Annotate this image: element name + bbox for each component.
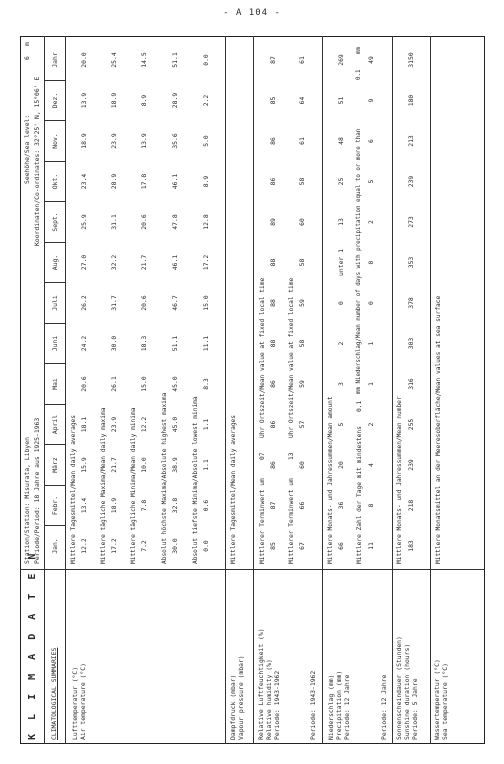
temp-max-cell: 17.2 — [110, 538, 118, 554]
temp-min-cell: 20.6 — [140, 214, 148, 230]
precip-days-cell: 0 — [367, 260, 375, 265]
temp-mean-cell: 25.9 — [80, 214, 88, 230]
temp-min-cell: 15.0 — [140, 376, 148, 392]
humidity-07-cell: 86 — [269, 461, 277, 469]
temp-mean-cell: 20.6 — [80, 376, 88, 392]
temp-mean-cell: 24.2 — [80, 335, 88, 352]
temp-caption-2: Mittlere tägliche Maxima/Mean daily maxima — [100, 407, 107, 564]
temp-mean-cell: 26.2 — [80, 295, 88, 311]
month-header: April — [51, 414, 59, 435]
precip-days-cell: 2 — [367, 422, 375, 427]
month-header: März — [51, 457, 59, 473]
temp-max-cell: 23.9 — [110, 416, 118, 433]
temp-abs-max-cell: 28.9 — [171, 92, 179, 109]
humidity-13-cell: 58 — [298, 177, 306, 186]
temp-abs-min-cell: 0.6 — [202, 499, 210, 512]
humidity-13-cell: 60 — [298, 461, 306, 469]
humidity-13-cell: 59 — [298, 299, 306, 307]
precip-unit-2: mm — [356, 47, 362, 54]
temp-mean-cell: 23.4 — [80, 173, 88, 190]
elevation-unit: m — [23, 42, 31, 46]
pressure-section-rule — [253, 36, 254, 744]
month-header: Jan. — [51, 538, 59, 554]
temp-abs-min-cell: 8.3 — [202, 378, 210, 390]
month-header: Nov. — [51, 133, 59, 149]
humidity-time-07: 07 — [259, 452, 266, 460]
precip-days-cell: 4 — [367, 463, 375, 467]
sunshine-cell: 218 — [407, 499, 415, 512]
month-header: Aug. — [51, 254, 59, 271]
air-temp-label-de: Lufttemperatur (°C) — [71, 666, 79, 740]
temp-mean-cell: 13.4 — [80, 497, 88, 514]
temp-min-cell: 10.0 — [140, 457, 148, 473]
temp-max-cell: 26.1 — [110, 376, 118, 392]
elevation-value: 6 — [23, 56, 31, 60]
temp-min-cell: 7.8 — [140, 499, 148, 512]
temp-abs-min-cell: 15.0 — [202, 295, 210, 311]
temp-abs-min-cell: 2.2 — [202, 94, 210, 107]
sunshine-cell: 255 — [407, 418, 415, 431]
month-divider — [44, 161, 65, 162]
humidity-13-cell: 58 — [298, 258, 306, 267]
temp-mean-cell: 15.9 — [80, 457, 88, 473]
temp-abs-min-cell: 1.1 — [202, 418, 210, 431]
precip-caption-days-b: mm Niederschlag/Mean number of days with precipitation equal to or more than — [356, 128, 362, 394]
temp-abs-min-cell: 11.1 — [202, 335, 210, 352]
temp-caption-3: Mittlere tägliche Minima/Mean daily minima — [130, 407, 137, 564]
month-header: Juni — [51, 335, 59, 352]
humidity-caption-07-b: Uhr Ortszeit/Mean value at fixed local time — [259, 277, 266, 438]
temp-abs-max-cell: 46.1 — [171, 173, 179, 190]
precip-amount-cell: 36 — [337, 501, 345, 510]
month-divider — [44, 202, 65, 203]
sea-temp-label-de: Wassertemperatur (°C) — [433, 659, 441, 740]
humidity-13-cell: 64 — [298, 96, 306, 105]
temp-min-cell: 14.5 — [140, 52, 148, 68]
temp-mean-cell: 18.1 — [80, 416, 88, 433]
precip-period-lower: Periode: 12 Jahre — [380, 674, 388, 740]
precip-caption-days: Mittlere Zahl der Tage mit mindestens — [356, 426, 363, 564]
temp-min-cell: 17.8 — [140, 173, 148, 190]
humidity-time-13: 13 — [288, 452, 295, 460]
sea-caption: Mittlere Monatsmittel an der Meeresoberfläche/Mean values at sea surface — [435, 295, 442, 564]
month-divider — [44, 485, 65, 486]
sunshine-caption: Mittlere Monats- und Jahressummen/Mean number — [396, 396, 403, 564]
humidity-13-cell: 61 — [298, 137, 306, 145]
humidity-07-cell: 85 — [269, 96, 277, 105]
humidity-period: Periode: 1943-1962 — [273, 670, 281, 740]
humidity-13-cell: 67 — [298, 542, 306, 550]
temp-abs-max-cell: 38.9 — [171, 457, 179, 473]
page-number: - A 104 - — [223, 8, 281, 18]
month-divider — [44, 404, 65, 405]
month-divider — [44, 121, 65, 122]
precip-amount-cell: 3 — [337, 382, 345, 386]
humidity-07-cell: 88 — [269, 299, 277, 307]
precip-amount-cell: 5 — [337, 422, 345, 427]
temp-abs-min-cell: 8.9 — [202, 175, 210, 188]
precip-amount-cell: 20 — [337, 461, 345, 469]
humidity-label-en: Relative humidity (%) — [265, 659, 273, 740]
humidity-07-cell: 86 — [269, 380, 277, 388]
precip-section-rule — [392, 36, 393, 744]
precip-label-de: Niederschlag (mm) — [327, 674, 335, 740]
humidity-07-cell: 86 — [269, 420, 277, 429]
precip-amount-cell: 269 — [337, 54, 345, 66]
precip-days-cell: 5 — [367, 179, 375, 184]
month-divider — [44, 445, 65, 446]
humidity-label-de: Relative Luftfeuchtigkeit (%) — [257, 628, 265, 740]
temp-abs-max-cell: 51.1 — [171, 52, 179, 68]
humidity-section-rule — [322, 36, 323, 744]
sunshine-cell: 180 — [407, 94, 415, 107]
humidity-07-cell: 88 — [269, 258, 277, 267]
month-header: Dez. — [51, 92, 59, 109]
precip-amount-cell: unter 1 — [337, 249, 345, 276]
coordinates: Koordinaten/Co-ordinates: 32°25' N, 15°06' E — [33, 76, 41, 246]
precip-caption-amount: Mittlere Monats- und Jahressummen/Mean amount — [327, 396, 334, 564]
temp-mean-cell: 18.9 — [80, 133, 88, 149]
temp-abs-min-cell: 0.0 — [202, 54, 210, 66]
sunshine-cell: 3150 — [407, 52, 415, 68]
month-divider — [44, 526, 65, 527]
humidity-07-cell: 89 — [269, 218, 277, 226]
temp-min-cell: 13.9 — [140, 133, 148, 149]
pressure-caption: Mittlere Tagesmittel/Mean daily averages — [230, 414, 237, 564]
month-header: Okt. — [51, 173, 59, 190]
climate-table — [20, 34, 487, 744]
pressure-label-en: Vapour pressure (mbar) — [237, 655, 245, 740]
temp-max-cell: 32.2 — [110, 254, 118, 271]
temp-caption-5: Absolut tiefste Minima/Absolute lowest minima — [192, 396, 199, 564]
sunshine-cell: 239 — [407, 175, 415, 188]
precip-label-en: Precipitation (mm) — [335, 670, 343, 740]
temp-abs-max-cell: 45.0 — [171, 416, 179, 433]
sea-temp-label-en: Sea temperature (°C) — [441, 663, 449, 740]
month-header: Mai — [51, 378, 59, 390]
sunshine-period: Periode: 5 Jahre — [411, 678, 419, 740]
sunshine-label-en: Sunshine duration (hours) — [403, 643, 411, 740]
temp-min-cell: 21.7 — [140, 254, 148, 271]
temp-mean-cell: 13.9 — [80, 92, 88, 109]
precip-threshold: 0.1 — [356, 400, 363, 412]
humidity-07-cell: 87 — [269, 56, 277, 64]
sunshine-cell: 353 — [407, 256, 415, 269]
precip-period: Periode: 12 Jahre — [343, 674, 351, 740]
sunshine-cell: 303 — [407, 337, 415, 350]
temp-mean-cell: 20.0 — [80, 52, 88, 68]
humidity-13-cell: 61 — [298, 56, 306, 64]
temp-abs-min-cell: 5.0 — [202, 135, 210, 147]
humidity-07-cell: 87 — [269, 501, 277, 510]
sunshine-cell: 378 — [407, 297, 415, 309]
month-divider — [44, 323, 65, 324]
precip-days-cell: 0 — [367, 301, 375, 305]
sunshine-label-de: Sonnenscheindauer (Stunden) — [395, 636, 403, 740]
humidity-13-cell: 60 — [298, 218, 306, 226]
pressure-label-de: Dampfdruck (mbar) — [229, 674, 237, 740]
sunshine-cell: 273 — [407, 216, 415, 228]
temp-abs-max-cell: 47.8 — [171, 214, 179, 230]
month-divider — [44, 80, 65, 81]
temp-abs-max-cell: 32.8 — [171, 497, 179, 514]
temp-abs-min-cell: 12.8 — [202, 214, 210, 230]
precip-amount-cell: 2 — [337, 341, 345, 346]
station: Station/Station: Misurata, Libyen — [23, 437, 31, 564]
temp-min-cell: 8.9 — [140, 94, 148, 107]
humidity-07-cell: 86 — [269, 177, 277, 186]
month-header: Sept. — [51, 212, 59, 232]
month-divider — [44, 242, 65, 243]
temp-abs-max-cell: 46.1 — [171, 254, 179, 271]
temp-abs-min-cell: 1.1 — [202, 459, 210, 471]
temp-max-cell: 18.9 — [110, 497, 118, 514]
title-rule — [44, 36, 45, 744]
temp-max-cell: 31.7 — [110, 295, 118, 311]
temp-mean-cell: 27.0 — [80, 254, 88, 271]
humidity-caption-13-a: Mittlerer Terminwert um — [288, 478, 295, 564]
sunshine-cell: 316 — [407, 378, 415, 390]
temp-max-cell: 30.0 — [110, 335, 118, 352]
precip-amount-cell: 51 — [337, 96, 345, 105]
humidity-07-cell: 85 — [269, 542, 277, 550]
temp-abs-max-cell: 46.7 — [171, 295, 179, 311]
elevation-label: Seehöhe/Sea level: — [23, 114, 31, 184]
precip-days-cell: 1 — [367, 341, 375, 346]
temp-abs-max-cell: 51.1 — [171, 335, 179, 352]
sunshine-section-rule — [430, 36, 431, 744]
temp-caption-4: Absolut höchste Maxima/Absolute highest maxima — [161, 392, 168, 564]
temp-mean-cell: 12.2 — [80, 538, 88, 554]
precip-amount-cell: 48 — [337, 137, 345, 145]
temp-abs-max-cell: 45.0 — [171, 376, 179, 392]
temp-min-cell: 7.2 — [140, 540, 148, 552]
period: Periode/Period: 18 Jahre aus 1925-1963 — [33, 417, 41, 564]
temp-min-cell: 12.2 — [140, 416, 148, 433]
humidity-07-cell: 86 — [269, 137, 277, 145]
humidity-caption-07-a: Mittlerer Terminwert um — [259, 478, 266, 564]
precip-days-cell: 11 — [367, 542, 375, 550]
humidity-07-cell: 88 — [269, 339, 277, 348]
month-divider — [44, 364, 65, 365]
temp-abs-min-cell: 17.2 — [202, 254, 210, 271]
precip-amount-cell: 0 — [337, 301, 345, 305]
temp-max-cell: 23.9 — [110, 133, 118, 149]
humidity-13-cell: 57 — [298, 420, 306, 429]
precip-days-cell: 49 — [367, 56, 375, 64]
month-divider — [44, 283, 65, 284]
precip-amount-cell: 66 — [337, 542, 345, 550]
humidity-period-lower: Periode: 1943-1962 — [309, 670, 317, 740]
temp-max-cell: 25.4 — [110, 52, 118, 68]
temp-min-cell: 18.3 — [140, 335, 148, 352]
temp-max-cell: 31.1 — [110, 214, 118, 230]
air-temp-label-en: Air temperature (°C) — [79, 663, 87, 740]
month-header: Febr. — [51, 495, 59, 516]
sunshine-cell: 239 — [407, 459, 415, 471]
subtitle: CLIMATOLOGICAL SUMMARIES — [50, 647, 58, 740]
temp-max-cell: 21.7 — [110, 457, 118, 473]
precip-days-cell: 6 — [367, 139, 375, 143]
precip-days-cell: 9 — [367, 98, 375, 103]
humidity-13-cell: 66 — [298, 501, 306, 510]
humidity-13-cell: 58 — [298, 339, 306, 348]
precip-days-cell: 2 — [367, 220, 375, 224]
temp-abs-max-cell: 35.6 — [171, 133, 179, 149]
precip-amount-cell: 25 — [337, 177, 345, 186]
month-header: Jahr — [51, 52, 59, 68]
sunshine-cell: 213 — [407, 135, 415, 147]
precip-days-cell: 8 — [367, 503, 375, 508]
temp-max-cell: 28.9 — [110, 173, 118, 190]
temp-abs-min-cell: 0.0 — [202, 540, 210, 552]
humidity-13-cell: 59 — [298, 380, 306, 388]
sunshine-cell: 183 — [407, 540, 415, 552]
humidity-caption-13-b: Uhr Ortszeit/Mean value at fixed local time — [288, 277, 295, 438]
temp-section-rule — [225, 36, 226, 744]
temp-caption-1: Mittlere Tagesmittel/Mean daily averages — [70, 414, 77, 564]
precip-amount-cell: 13 — [337, 218, 345, 226]
temp-abs-max-cell: 30.0 — [171, 538, 179, 554]
precip-days-cell: 1 — [367, 382, 375, 386]
temp-min-cell: 20.6 — [140, 295, 148, 311]
precip-threshold-2: 0.1 — [356, 69, 362, 80]
month-header: Juli — [51, 295, 59, 311]
page-title: K L I M A D A T E N — [27, 549, 38, 740]
temp-max-cell: 18.9 — [110, 92, 118, 109]
